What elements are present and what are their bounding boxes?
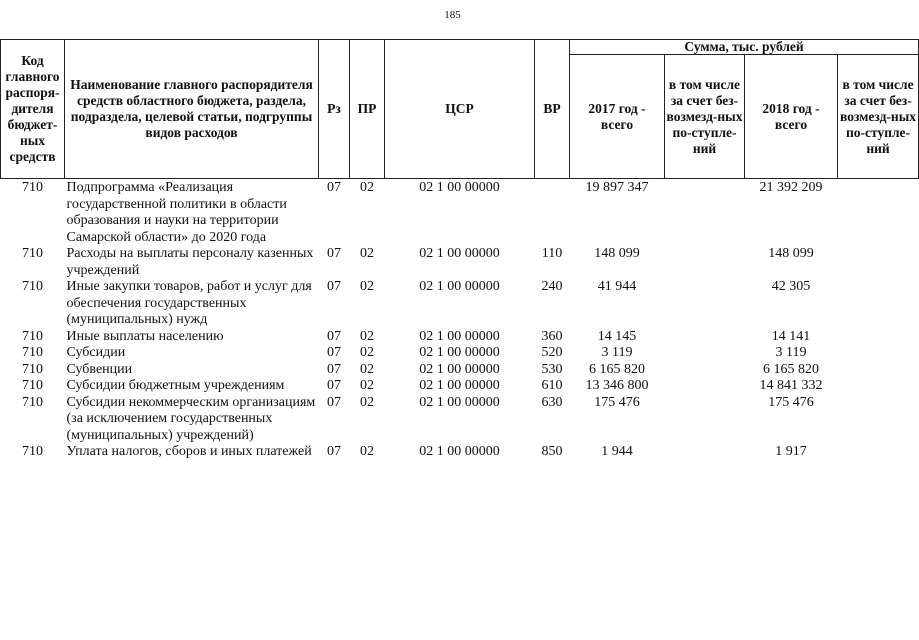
cell-name: Иные выплаты населению bbox=[66, 328, 224, 344]
cell-pr: 02 bbox=[360, 345, 374, 360]
cell-2018-total: 3 119 bbox=[775, 345, 807, 360]
cell-pr: 02 bbox=[360, 361, 374, 377]
cell-vr: 530 bbox=[541, 361, 563, 377]
cell-2018-total: 1 917 bbox=[775, 444, 807, 459]
header-rz: Рз bbox=[319, 40, 350, 179]
cell-2018-incl bbox=[838, 444, 919, 461]
table-header bbox=[1, 40, 919, 179]
cell-rz: 07 bbox=[327, 246, 341, 261]
cell-pr: 02 bbox=[360, 180, 374, 195]
header-code: Код главного распоря-дителя бюджет-ных средств bbox=[1, 40, 65, 179]
cell-name: Уплата налогов, сборов и иных платежей bbox=[66, 444, 312, 459]
budget-table bbox=[0, 39, 919, 461]
header-2017-incl: в том числе за счет без-возмезд-ных по-ступле-ний bbox=[665, 55, 745, 179]
table-row bbox=[1, 362, 919, 379]
cell-2018-total: 21 392 209 bbox=[759, 180, 823, 195]
table-row bbox=[1, 329, 919, 346]
cell-csr: 02 1 00 00000 bbox=[419, 180, 500, 195]
cell-rz: 07 bbox=[327, 444, 341, 459]
cell-2018-incl bbox=[838, 395, 919, 445]
cell-rz: 07 bbox=[327, 328, 341, 344]
cell-rz: 07 bbox=[327, 345, 341, 360]
table-row bbox=[1, 279, 919, 329]
cell-2017-incl bbox=[665, 345, 745, 362]
cell-code: 710 bbox=[22, 279, 43, 294]
cell-vr: 850 bbox=[541, 444, 563, 459]
cell-code: 710 bbox=[22, 180, 43, 195]
cell-rz: 07 bbox=[327, 279, 341, 294]
header-2018-incl: в том числе за счет без-возмезд-ных по-ступле-ний bbox=[838, 55, 919, 179]
cell-vr: 630 bbox=[541, 394, 563, 410]
cell-rz: 07 bbox=[327, 394, 341, 410]
cell-pr: 02 bbox=[360, 328, 374, 344]
cell-code: 710 bbox=[22, 361, 43, 377]
cell-code: 710 bbox=[22, 394, 43, 410]
cell-name: Субсидии некоммерческим организациям (за исключением государственных (муниципальных) учреждений) bbox=[66, 394, 316, 443]
cell-2017-incl bbox=[665, 179, 745, 247]
page-number: 185 bbox=[444, 9, 461, 21]
cell-2017-total: 13 346 800 bbox=[585, 378, 649, 393]
table-row bbox=[1, 246, 919, 279]
cell-vr: 520 bbox=[541, 345, 563, 360]
table-body bbox=[1, 179, 919, 461]
cell-2018-incl bbox=[838, 329, 919, 346]
cell-csr: 02 1 00 00000 bbox=[419, 328, 500, 344]
header-csr: ЦСР bbox=[385, 40, 535, 179]
cell-csr: 02 1 00 00000 bbox=[419, 444, 500, 459]
cell-2017-incl bbox=[665, 378, 745, 395]
table-row bbox=[1, 444, 919, 461]
cell-2017-incl bbox=[665, 362, 745, 379]
header-name: Наименование главного распорядителя средств областного бюджета, раздела, подраздела, целевой статьи, подгруппы видов расходов bbox=[65, 40, 319, 179]
cell-code: 710 bbox=[22, 246, 43, 261]
cell-csr: 02 1 00 00000 bbox=[419, 246, 500, 261]
table-row bbox=[1, 345, 919, 362]
cell-vr: 110 bbox=[541, 246, 563, 261]
cell-2018-total: 175 476 bbox=[768, 394, 814, 410]
cell-rz: 07 bbox=[327, 378, 341, 393]
table-row bbox=[1, 378, 919, 395]
header-vr: ВР bbox=[535, 40, 570, 179]
cell-csr: 02 1 00 00000 bbox=[419, 279, 500, 294]
cell-name: Иные закупки товаров, работ и услуг для обеспечения государственных (муниципальных) нужд bbox=[66, 279, 312, 327]
cell-2017-total: 6 165 820 bbox=[589, 361, 645, 377]
cell-name: Расходы на выплаты персоналу казенных учреждений bbox=[66, 246, 314, 278]
cell-name: Субсидии бюджетным учреждениям bbox=[66, 378, 285, 393]
cell-2017-total: 19 897 347 bbox=[585, 180, 649, 195]
cell-vr bbox=[535, 179, 570, 247]
cell-2017-incl bbox=[665, 329, 745, 346]
cell-code: 710 bbox=[22, 345, 43, 360]
cell-code: 710 bbox=[22, 444, 43, 459]
cell-csr: 02 1 00 00000 bbox=[419, 361, 500, 377]
cell-csr: 02 1 00 00000 bbox=[419, 378, 500, 393]
cell-2018-incl bbox=[838, 378, 919, 395]
header-sum-group: Сумма, тыс. рублей bbox=[570, 40, 919, 55]
header-2017-total: 2017 год - всего bbox=[570, 55, 665, 179]
cell-2017-incl bbox=[665, 395, 745, 445]
cell-code: 710 bbox=[22, 328, 43, 344]
cell-rz: 07 bbox=[327, 361, 341, 377]
cell-2017-total: 1 944 bbox=[601, 444, 633, 459]
cell-vr: 240 bbox=[541, 279, 563, 294]
cell-pr: 02 bbox=[360, 378, 374, 393]
cell-2017-incl bbox=[665, 246, 745, 279]
cell-csr: 02 1 00 00000 bbox=[419, 394, 500, 410]
cell-2018-total: 14 841 332 bbox=[759, 378, 823, 393]
cell-rz: 07 bbox=[327, 180, 341, 195]
cell-code: 710 bbox=[22, 378, 43, 393]
cell-2018-incl bbox=[838, 345, 919, 362]
cell-vr: 360 bbox=[541, 328, 563, 344]
cell-2018-incl bbox=[838, 179, 919, 247]
cell-pr: 02 bbox=[360, 279, 374, 294]
cell-2017-total: 3 119 bbox=[601, 345, 633, 360]
cell-2018-total: 6 165 820 bbox=[763, 361, 819, 377]
cell-2017-incl bbox=[665, 444, 745, 461]
cell-2018-total: 42 305 bbox=[771, 279, 811, 294]
cell-2018-incl bbox=[838, 362, 919, 379]
cell-vr: 610 bbox=[541, 378, 563, 393]
header-2018-total: 2018 год - всего bbox=[745, 55, 838, 179]
cell-name: Подпрограмма «Реализация государственной политики в области образования и науки на территории Самарской области» до 2020 года bbox=[66, 180, 287, 245]
table-row bbox=[1, 179, 919, 247]
cell-2018-incl bbox=[838, 279, 919, 329]
table-row bbox=[1, 395, 919, 445]
cell-name: Субсидии bbox=[66, 345, 126, 360]
cell-2018-total: 14 141 bbox=[771, 328, 811, 344]
cell-2017-total: 14 145 bbox=[597, 328, 637, 344]
cell-2018-total: 148 099 bbox=[768, 246, 814, 261]
cell-pr: 02 bbox=[360, 444, 374, 459]
cell-2017-total: 41 944 bbox=[597, 279, 637, 294]
cell-2017-incl bbox=[665, 279, 745, 329]
cell-name: Субвенции bbox=[66, 361, 133, 377]
cell-2018-incl bbox=[838, 246, 919, 279]
cell-pr: 02 bbox=[360, 246, 374, 261]
cell-csr: 02 1 00 00000 bbox=[419, 345, 500, 360]
header-pr: ПР bbox=[350, 40, 385, 179]
cell-2017-total: 175 476 bbox=[594, 394, 640, 410]
cell-2017-total: 148 099 bbox=[594, 246, 640, 261]
cell-pr: 02 bbox=[360, 394, 374, 410]
